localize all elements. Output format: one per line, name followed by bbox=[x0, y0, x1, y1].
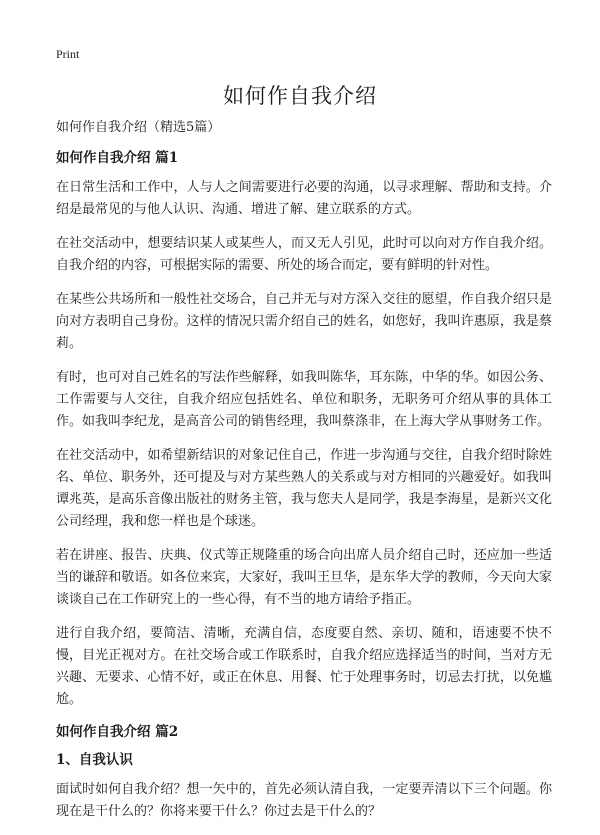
print-link[interactable]: Print bbox=[56, 47, 80, 61]
paragraph: 在日常生活和工作中，人与人之间需要进行必要的沟通，以寻求理解、帮助和支持。介绍是最常见的与他人认识、沟通、增进了解、建立联系的方式。 bbox=[56, 180, 552, 217]
section-heading-1: 如何作自我介绍 篇1 bbox=[56, 150, 179, 166]
document-subtitle: 如何作自我介绍（精选5篇） bbox=[56, 120, 221, 135]
paragraph: 若在讲座、报告、庆典、仪式等正规隆重的场合向出席人员介绍自己时，还应加一些适当的谦辞和敬语。如各位来宾，大家好，我叫王旦华，是东华大学的教师，今天向大家谈谈自己在工作研究上的一些心得，有不当的地方请给予指正。 bbox=[56, 548, 552, 607]
paragraph: 在社交活动中，想要结识某人或某些人，而又无人引见，此时可以向对方作自我介绍。自我介绍的内容，可根据实际的需要、所处的场合而定，要有鲜明的针对性。 bbox=[56, 236, 552, 273]
paragraph: 面试时如何自我介绍？想一矢中的，首先必须认清自我，一定要弄清以下三个问题。你现在是干什么的？你将来要干什么？你过去是干什么的？ bbox=[56, 782, 552, 819]
paragraph: 有时，也可对自己姓名的写法作些解释，如我叫陈华，耳东陈，中华的华。如因公务、工作需要与人交往，自我介绍应包括姓名、单位和职务，无职务可介绍从事的具体工作。如我叫李纪龙，是高音公司的销售经理，我叫蔡涤非，在上海大学从事财务工作。 bbox=[56, 370, 552, 429]
paragraph: 在某些公共场所和一般性社交场合，自己并无与对方深入交往的愿望，作自我介绍只是向对方表明自己身份。这样的情况只需介绍自己的姓名，如您好，我叫许惠原，我是蔡莉。 bbox=[56, 292, 552, 351]
subsection-heading: 1、自我认识 bbox=[56, 752, 133, 768]
section-heading-2: 如何作自我介绍 篇2 bbox=[56, 724, 179, 740]
paragraph: 进行自我介绍，要简洁、清晰，充满自信，态度要自然、亲切、随和，语速要不快不慢，目光正视对方。在社交场合或工作联系时，自我介绍应选择适当的时间，当对方无兴趣、无要求、心情不好，或正在休息、用餐、忙于处理事务时，切忌去打扰，以免尴尬。 bbox=[56, 626, 552, 707]
paragraph: 在社交活动中，如希望新结识的对象记住自己，作进一步沟通与交往，自我介绍时除姓名、单位、职务外，还可提及与对方某些熟人的关系或与对方相同的兴趣爱好。如我叫谭兆英，是高乐音像出版社的财务主管，我与您夫人是同学，我是李海星，是新兴文化公司经理，我和您一样也是个球迷。 bbox=[56, 448, 552, 529]
page-title: 如何作自我介绍 bbox=[223, 84, 377, 108]
document-content bbox=[56, 119, 552, 835]
